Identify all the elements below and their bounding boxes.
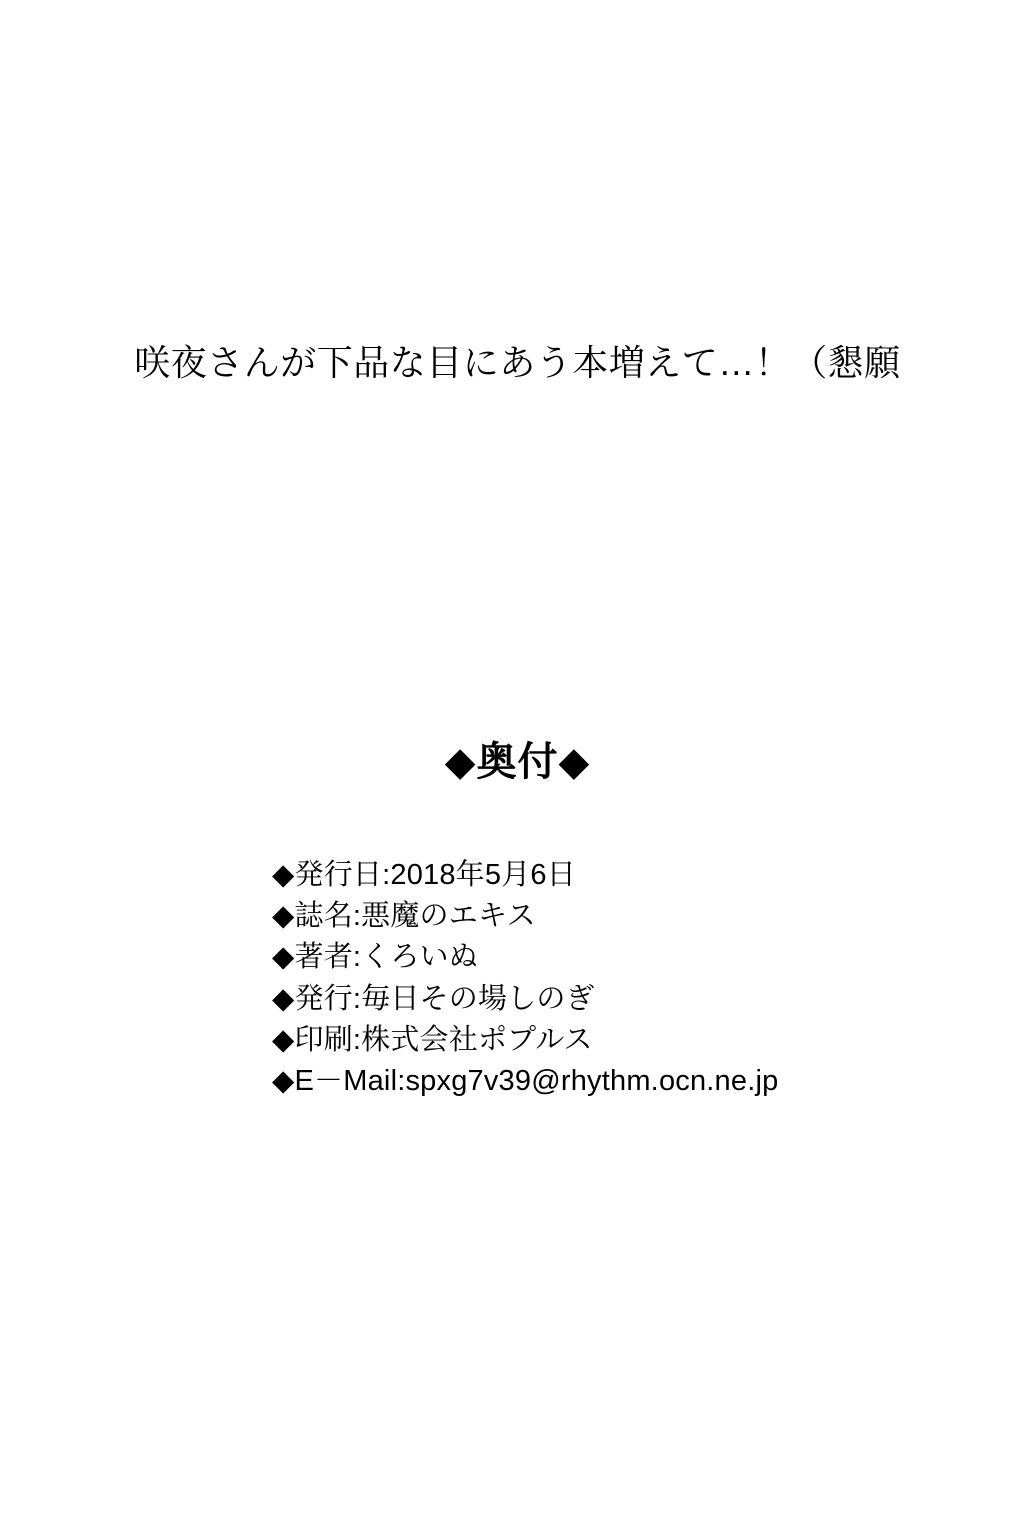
colophon-line: ◆著者:くろいぬ [272, 941, 478, 974]
colophon-line: ◆発行:毎日その場しのぎ [272, 982, 595, 1015]
colophon-line: ◆発行日:2018年5月6日 [272, 859, 576, 891]
colophon-heading: ◆奥付◆ [444, 740, 591, 784]
colophon-line: ◆誌名:悪魔のエキス [272, 900, 536, 933]
colophon-line: ◆印刷:株式会社ポプルス [272, 1023, 593, 1056]
colophon-line: ◆E－Mail:spxg7v39@rhythm.ocn.ne.jp [272, 1064, 779, 1097]
page-headline: 咲夜さんが下品な目にあう本増えて…！（懇願 [134, 342, 901, 383]
colophon-block [272, 855, 972, 1102]
